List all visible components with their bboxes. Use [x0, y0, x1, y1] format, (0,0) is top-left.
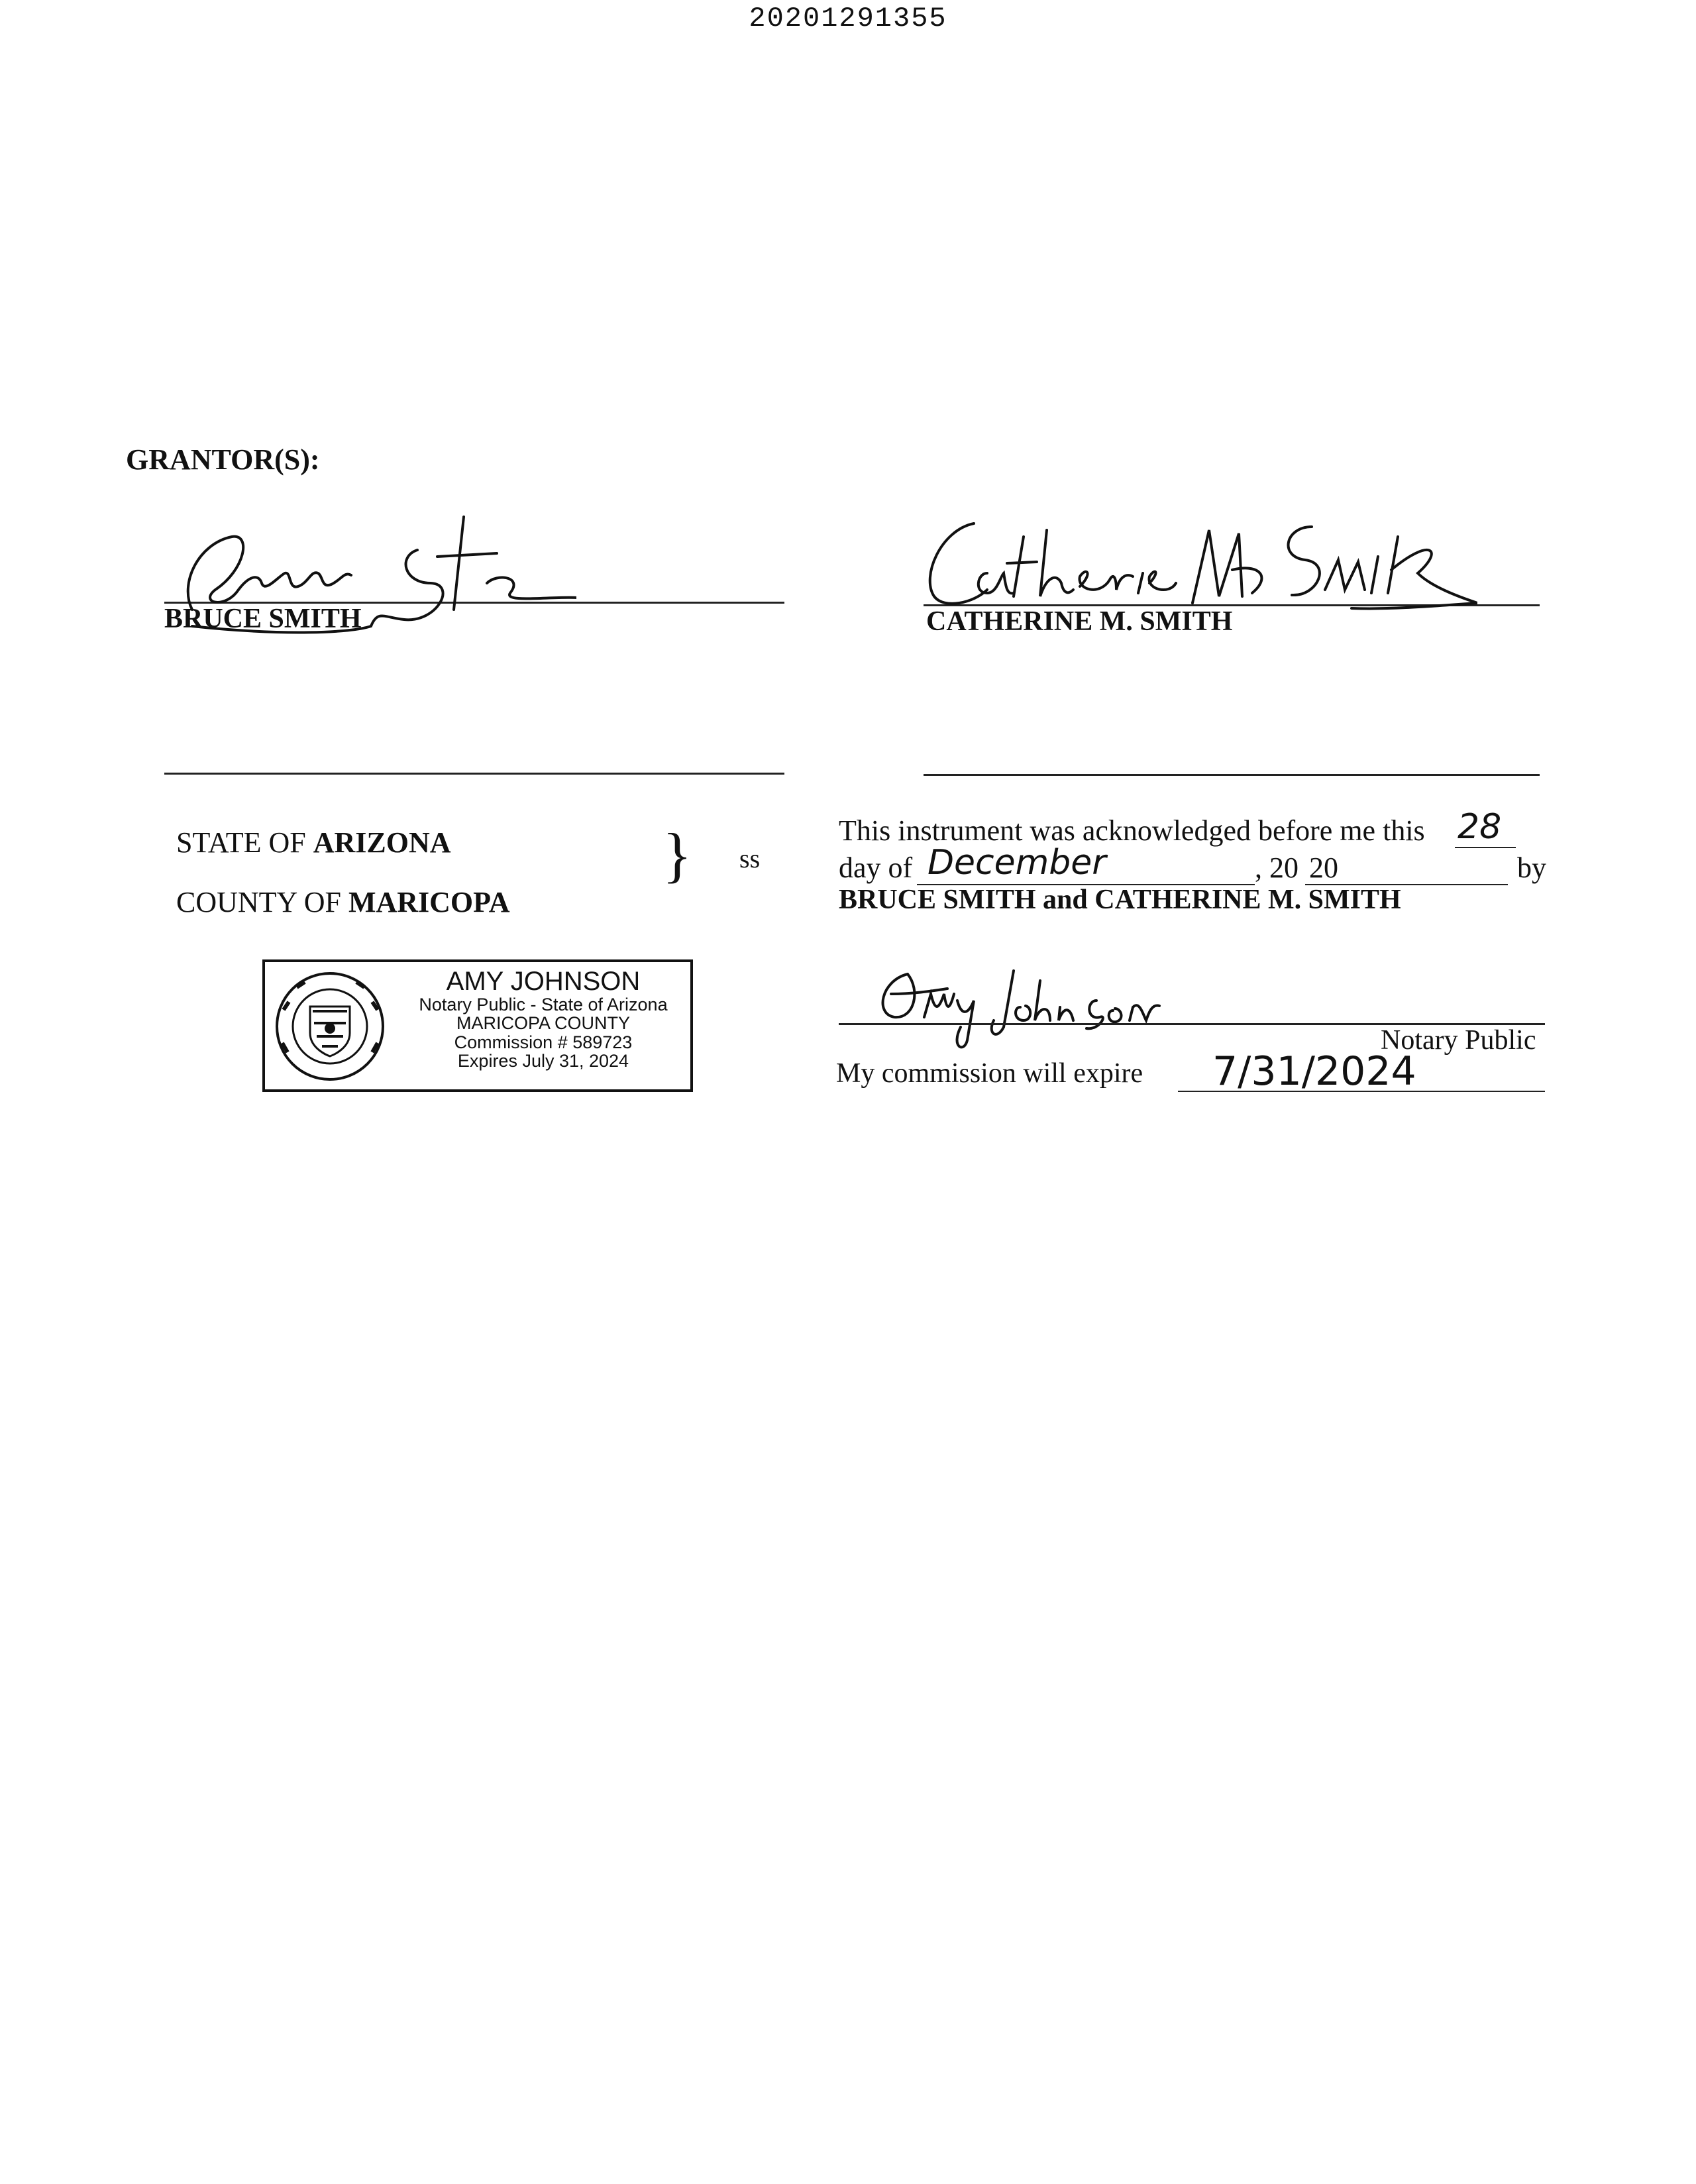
notary-stamp [262, 959, 693, 1092]
commission-expire-value: 7/31/2024 [1212, 1048, 1416, 1095]
county-prefix: COUNTY OF [176, 886, 348, 918]
notary-title: Notary Public [1381, 1025, 1536, 1056]
state-name: ARIZONA [313, 826, 451, 859]
stamp-line2: MARICOPA COUNTY [456, 1013, 631, 1034]
venue-brace: } [662, 821, 692, 889]
ack-year-prefix: , 20 [1255, 851, 1298, 884]
ack-year-value: 20 [1309, 851, 1338, 884]
venue-ss: ss [739, 844, 761, 873]
day-blank [1455, 847, 1516, 848]
stamp-notary-name: AMY JOHNSON [446, 967, 641, 996]
county-name: MARICOPA [348, 886, 510, 918]
ack-day-of: day of [839, 851, 913, 884]
commission-label: My commission will expire [836, 1058, 1143, 1089]
county-line [176, 885, 510, 919]
signer-name-right: CATHERINE M. SMITH [926, 606, 1233, 637]
stamp-line4: Expires July 31, 2024 [457, 1051, 629, 1071]
ack-month-value: December [928, 843, 1106, 883]
ack-day-value: 28 [1458, 807, 1502, 847]
document-number: 20201291355 [749, 3, 947, 34]
grantor-heading: GRANTOR(S): [126, 443, 320, 476]
state-prefix: STATE OF [176, 826, 313, 859]
ack-parties: BRUCE SMITH and CATHERINE M. SMITH [839, 885, 1401, 915]
state-line [176, 826, 451, 859]
notary-signature [861, 954, 1192, 1054]
blank-line-left [164, 773, 784, 775]
signer-name-left: BRUCE SMITH [164, 604, 362, 634]
blank-line-right [924, 774, 1540, 776]
stamp-line1: Notary Public - State of Arizona [419, 995, 668, 1014]
state-seal-icon [270, 970, 390, 1083]
ack-line1: This instrument was acknowledged before me this [839, 814, 1425, 847]
ack-by: by [1517, 851, 1546, 884]
stamp-line3: Commission # 589723 [454, 1032, 633, 1052]
